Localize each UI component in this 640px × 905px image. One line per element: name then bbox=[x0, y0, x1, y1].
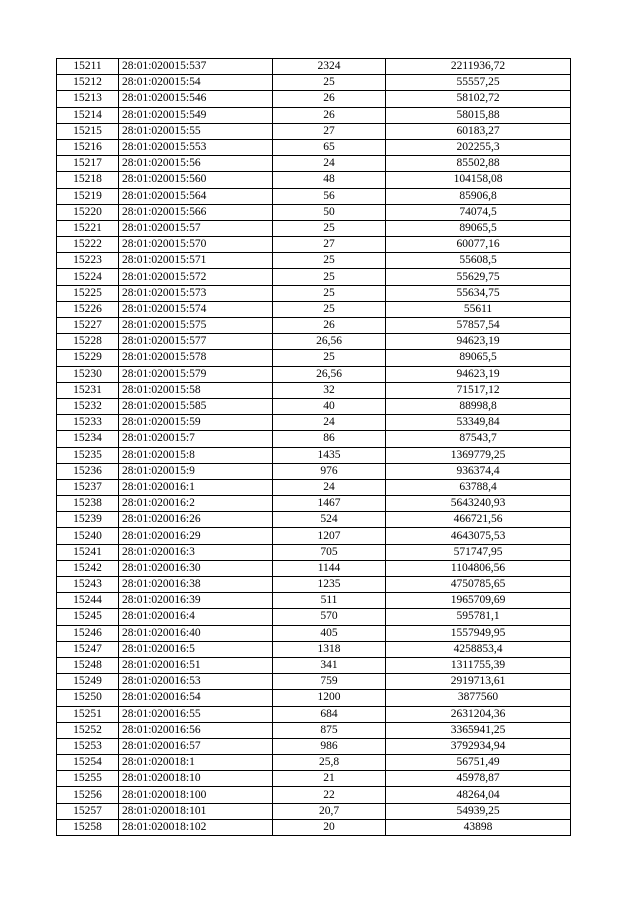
cadastral-number-cell: 28:01:020015:58 bbox=[119, 382, 273, 398]
row-number-cell: 15244 bbox=[57, 593, 119, 609]
table-row bbox=[57, 334, 571, 350]
table-row bbox=[57, 220, 571, 236]
area-cell: 1435 bbox=[273, 447, 386, 463]
row-number-cell: 15237 bbox=[57, 479, 119, 495]
cadastral-number-cell: 28:01:020015:546 bbox=[119, 91, 273, 107]
row-number-cell: 15247 bbox=[57, 641, 119, 657]
value-cell: 56751,49 bbox=[386, 755, 571, 771]
cadastral-number-cell: 28:01:020016:51 bbox=[119, 657, 273, 673]
row-number-cell: 15240 bbox=[57, 528, 119, 544]
cadastral-number-cell: 28:01:020015:56 bbox=[119, 156, 273, 172]
area-cell: 684 bbox=[273, 706, 386, 722]
cadastral-number-cell: 28:01:020015:57 bbox=[119, 220, 273, 236]
value-cell: 85502,88 bbox=[386, 156, 571, 172]
value-cell: 55557,25 bbox=[386, 75, 571, 91]
row-number-cell: 15216 bbox=[57, 139, 119, 155]
value-cell: 54939,25 bbox=[386, 803, 571, 819]
table-row bbox=[57, 123, 571, 139]
cadastral-number-cell: 28:01:020015:579 bbox=[119, 366, 273, 382]
table-row bbox=[57, 560, 571, 576]
row-number-cell: 15230 bbox=[57, 366, 119, 382]
table-row bbox=[57, 674, 571, 690]
table-row bbox=[57, 415, 571, 431]
cadastral-number-cell: 28:01:020016:54 bbox=[119, 690, 273, 706]
row-number-cell: 15245 bbox=[57, 609, 119, 625]
value-cell: 58102,72 bbox=[386, 91, 571, 107]
table-row bbox=[57, 690, 571, 706]
value-cell: 89065,5 bbox=[386, 220, 571, 236]
area-cell: 341 bbox=[273, 657, 386, 673]
cadastral-number-cell: 28:01:020016:56 bbox=[119, 722, 273, 738]
area-cell: 570 bbox=[273, 609, 386, 625]
row-number-cell: 15211 bbox=[57, 59, 119, 75]
cadastral-number-cell: 28:01:020018:1 bbox=[119, 755, 273, 771]
value-cell: 1965709,69 bbox=[386, 593, 571, 609]
area-cell: 26,56 bbox=[273, 366, 386, 382]
cadastral-number-cell: 28:01:020015:577 bbox=[119, 334, 273, 350]
table-row bbox=[57, 269, 571, 285]
row-number-cell: 15212 bbox=[57, 75, 119, 91]
table-row bbox=[57, 625, 571, 641]
table-row bbox=[57, 803, 571, 819]
cadastral-number-cell: 28:01:020015:59 bbox=[119, 415, 273, 431]
cadastral-number-cell: 28:01:020016:3 bbox=[119, 544, 273, 560]
table-row bbox=[57, 253, 571, 269]
value-cell: 1104806,56 bbox=[386, 560, 571, 576]
row-number-cell: 15227 bbox=[57, 318, 119, 334]
value-cell: 1311755,39 bbox=[386, 657, 571, 673]
row-number-cell: 15234 bbox=[57, 431, 119, 447]
area-cell: 1235 bbox=[273, 577, 386, 593]
table-row bbox=[57, 787, 571, 803]
area-cell: 48 bbox=[273, 172, 386, 188]
row-number-cell: 15218 bbox=[57, 172, 119, 188]
area-cell: 26 bbox=[273, 318, 386, 334]
cadastral-number-cell: 28:01:020016:5 bbox=[119, 641, 273, 657]
area-cell: 24 bbox=[273, 156, 386, 172]
row-number-cell: 15250 bbox=[57, 690, 119, 706]
row-number-cell: 15246 bbox=[57, 625, 119, 641]
cadastral-number-cell: 28:01:020016:40 bbox=[119, 625, 273, 641]
value-cell: 87543,7 bbox=[386, 431, 571, 447]
value-cell: 53349,84 bbox=[386, 415, 571, 431]
row-number-cell: 15221 bbox=[57, 220, 119, 236]
value-cell: 571747,95 bbox=[386, 544, 571, 560]
cadastral-number-cell: 28:01:020018:101 bbox=[119, 803, 273, 819]
area-cell: 50 bbox=[273, 204, 386, 220]
cadastral-number-cell: 28:01:020016:1 bbox=[119, 479, 273, 495]
area-cell: 25 bbox=[273, 350, 386, 366]
value-cell: 2919713,61 bbox=[386, 674, 571, 690]
area-cell: 875 bbox=[273, 722, 386, 738]
value-cell: 3365941,25 bbox=[386, 722, 571, 738]
row-number-cell: 15225 bbox=[57, 285, 119, 301]
table-row bbox=[57, 593, 571, 609]
cadastral-number-cell: 28:01:020016:39 bbox=[119, 593, 273, 609]
row-number-cell: 15251 bbox=[57, 706, 119, 722]
area-cell: 25 bbox=[273, 285, 386, 301]
table-row bbox=[57, 657, 571, 673]
row-number-cell: 15231 bbox=[57, 382, 119, 398]
table-row bbox=[57, 771, 571, 787]
cadastral-number-cell: 28:01:020015:54 bbox=[119, 75, 273, 91]
area-cell: 27 bbox=[273, 237, 386, 253]
value-cell: 104158,08 bbox=[386, 172, 571, 188]
table-row bbox=[57, 318, 571, 334]
row-number-cell: 15249 bbox=[57, 674, 119, 690]
area-cell: 986 bbox=[273, 738, 386, 754]
area-cell: 1467 bbox=[273, 496, 386, 512]
table-row bbox=[57, 819, 571, 835]
row-number-cell: 15220 bbox=[57, 204, 119, 220]
cadastral-number-cell: 28:01:020015:566 bbox=[119, 204, 273, 220]
area-cell: 20 bbox=[273, 819, 386, 835]
cadastral-number-cell: 28:01:020016:4 bbox=[119, 609, 273, 625]
cadastral-number-cell: 28:01:020016:26 bbox=[119, 512, 273, 528]
area-cell: 976 bbox=[273, 463, 386, 479]
cadastral-number-cell: 28:01:020015:564 bbox=[119, 188, 273, 204]
value-cell: 4750785,65 bbox=[386, 577, 571, 593]
cadastral-number-cell: 28:01:020018:10 bbox=[119, 771, 273, 787]
area-cell: 22 bbox=[273, 787, 386, 803]
cadastral-number-cell: 28:01:020015:570 bbox=[119, 237, 273, 253]
area-cell: 1318 bbox=[273, 641, 386, 657]
registry-table-body bbox=[57, 59, 571, 836]
cadastral-number-cell: 28:01:020018:102 bbox=[119, 819, 273, 835]
row-number-cell: 15223 bbox=[57, 253, 119, 269]
value-cell: 202255,3 bbox=[386, 139, 571, 155]
row-number-cell: 15252 bbox=[57, 722, 119, 738]
table-row bbox=[57, 91, 571, 107]
area-cell: 26 bbox=[273, 107, 386, 123]
table-row bbox=[57, 447, 571, 463]
area-cell: 511 bbox=[273, 593, 386, 609]
cadastral-number-cell: 28:01:020015:9 bbox=[119, 463, 273, 479]
cadastral-number-cell: 28:01:020015:572 bbox=[119, 269, 273, 285]
value-cell: 85906,8 bbox=[386, 188, 571, 204]
area-cell: 25 bbox=[273, 301, 386, 317]
table-row bbox=[57, 285, 571, 301]
value-cell: 94623,19 bbox=[386, 366, 571, 382]
value-cell: 88998,8 bbox=[386, 398, 571, 414]
row-number-cell: 15256 bbox=[57, 787, 119, 803]
row-number-cell: 15254 bbox=[57, 755, 119, 771]
value-cell: 89065,5 bbox=[386, 350, 571, 366]
value-cell: 60077,16 bbox=[386, 237, 571, 253]
value-cell: 5643240,93 bbox=[386, 496, 571, 512]
row-number-cell: 15253 bbox=[57, 738, 119, 754]
table-row bbox=[57, 156, 571, 172]
row-number-cell: 15243 bbox=[57, 577, 119, 593]
row-number-cell: 15255 bbox=[57, 771, 119, 787]
value-cell: 4643075,53 bbox=[386, 528, 571, 544]
table-row bbox=[57, 463, 571, 479]
row-number-cell: 15229 bbox=[57, 350, 119, 366]
registry-table bbox=[56, 58, 571, 836]
table-row bbox=[57, 512, 571, 528]
cadastral-number-cell: 28:01:020015:571 bbox=[119, 253, 273, 269]
table-row bbox=[57, 172, 571, 188]
area-cell: 705 bbox=[273, 544, 386, 560]
area-cell: 405 bbox=[273, 625, 386, 641]
table-row bbox=[57, 577, 571, 593]
table-row bbox=[57, 350, 571, 366]
area-cell: 2324 bbox=[273, 59, 386, 75]
table-row bbox=[57, 382, 571, 398]
area-cell: 27 bbox=[273, 123, 386, 139]
row-number-cell: 15235 bbox=[57, 447, 119, 463]
value-cell: 45978,87 bbox=[386, 771, 571, 787]
row-number-cell: 15241 bbox=[57, 544, 119, 560]
table-row bbox=[57, 528, 571, 544]
table-row bbox=[57, 431, 571, 447]
area-cell: 26,56 bbox=[273, 334, 386, 350]
area-cell: 24 bbox=[273, 415, 386, 431]
area-cell: 56 bbox=[273, 188, 386, 204]
table-row bbox=[57, 59, 571, 75]
value-cell: 74074,5 bbox=[386, 204, 571, 220]
table-row bbox=[57, 738, 571, 754]
table-row bbox=[57, 237, 571, 253]
value-cell: 55611 bbox=[386, 301, 571, 317]
table-row bbox=[57, 139, 571, 155]
area-cell: 25 bbox=[273, 220, 386, 236]
row-number-cell: 15257 bbox=[57, 803, 119, 819]
table-row bbox=[57, 722, 571, 738]
value-cell: 57857,54 bbox=[386, 318, 571, 334]
table-row bbox=[57, 366, 571, 382]
table-row bbox=[57, 107, 571, 123]
area-cell: 21 bbox=[273, 771, 386, 787]
value-cell: 94623,19 bbox=[386, 334, 571, 350]
row-number-cell: 15217 bbox=[57, 156, 119, 172]
cadastral-number-cell: 28:01:020016:29 bbox=[119, 528, 273, 544]
row-number-cell: 15239 bbox=[57, 512, 119, 528]
cadastral-number-cell: 28:01:020015:537 bbox=[119, 59, 273, 75]
area-cell: 524 bbox=[273, 512, 386, 528]
value-cell: 1557949,95 bbox=[386, 625, 571, 641]
row-number-cell: 15248 bbox=[57, 657, 119, 673]
table-row bbox=[57, 706, 571, 722]
value-cell: 595781,1 bbox=[386, 609, 571, 625]
table-row bbox=[57, 398, 571, 414]
value-cell: 2631204,36 bbox=[386, 706, 571, 722]
value-cell: 3877560 bbox=[386, 690, 571, 706]
cadastral-number-cell: 28:01:020015:574 bbox=[119, 301, 273, 317]
row-number-cell: 15226 bbox=[57, 301, 119, 317]
row-number-cell: 15238 bbox=[57, 496, 119, 512]
row-number-cell: 15236 bbox=[57, 463, 119, 479]
cadastral-number-cell: 28:01:020018:100 bbox=[119, 787, 273, 803]
area-cell: 25 bbox=[273, 75, 386, 91]
cadastral-number-cell: 28:01:020015:55 bbox=[119, 123, 273, 139]
value-cell: 48264,04 bbox=[386, 787, 571, 803]
row-number-cell: 15232 bbox=[57, 398, 119, 414]
value-cell: 4258853,4 bbox=[386, 641, 571, 657]
cadastral-number-cell: 28:01:020016:53 bbox=[119, 674, 273, 690]
area-cell: 1200 bbox=[273, 690, 386, 706]
row-number-cell: 15258 bbox=[57, 819, 119, 835]
area-cell: 40 bbox=[273, 398, 386, 414]
area-cell: 24 bbox=[273, 479, 386, 495]
value-cell: 3792934,94 bbox=[386, 738, 571, 754]
value-cell: 2211936,72 bbox=[386, 59, 571, 75]
value-cell: 58015,88 bbox=[386, 107, 571, 123]
cadastral-number-cell: 28:01:020016:55 bbox=[119, 706, 273, 722]
table-row bbox=[57, 641, 571, 657]
area-cell: 25 bbox=[273, 253, 386, 269]
row-number-cell: 15224 bbox=[57, 269, 119, 285]
area-cell: 20,7 bbox=[273, 803, 386, 819]
row-number-cell: 15213 bbox=[57, 91, 119, 107]
cadastral-number-cell: 28:01:020016:2 bbox=[119, 496, 273, 512]
cadastral-number-cell: 28:01:020015:8 bbox=[119, 447, 273, 463]
table-row bbox=[57, 188, 571, 204]
row-number-cell: 15219 bbox=[57, 188, 119, 204]
value-cell: 466721,56 bbox=[386, 512, 571, 528]
value-cell: 63788,4 bbox=[386, 479, 571, 495]
cadastral-number-cell: 28:01:020016:57 bbox=[119, 738, 273, 754]
cadastral-number-cell: 28:01:020015:560 bbox=[119, 172, 273, 188]
cadastral-number-cell: 28:01:020015:575 bbox=[119, 318, 273, 334]
area-cell: 25 bbox=[273, 269, 386, 285]
table-row bbox=[57, 609, 571, 625]
cadastral-number-cell: 28:01:020015:553 bbox=[119, 139, 273, 155]
value-cell: 936374,4 bbox=[386, 463, 571, 479]
area-cell: 1144 bbox=[273, 560, 386, 576]
cadastral-number-cell: 28:01:020016:30 bbox=[119, 560, 273, 576]
value-cell: 1369779,25 bbox=[386, 447, 571, 463]
cadastral-number-cell: 28:01:020015:578 bbox=[119, 350, 273, 366]
area-cell: 32 bbox=[273, 382, 386, 398]
area-cell: 759 bbox=[273, 674, 386, 690]
area-cell: 1207 bbox=[273, 528, 386, 544]
cadastral-number-cell: 28:01:020015:585 bbox=[119, 398, 273, 414]
cadastral-number-cell: 28:01:020016:38 bbox=[119, 577, 273, 593]
value-cell: 55634,75 bbox=[386, 285, 571, 301]
table-row bbox=[57, 479, 571, 495]
value-cell: 71517,12 bbox=[386, 382, 571, 398]
cadastral-number-cell: 28:01:020015:573 bbox=[119, 285, 273, 301]
cadastral-number-cell: 28:01:020015:549 bbox=[119, 107, 273, 123]
value-cell: 55629,75 bbox=[386, 269, 571, 285]
row-number-cell: 15228 bbox=[57, 334, 119, 350]
cadastral-number-cell: 28:01:020015:7 bbox=[119, 431, 273, 447]
area-cell: 25,8 bbox=[273, 755, 386, 771]
table-row bbox=[57, 496, 571, 512]
area-cell: 26 bbox=[273, 91, 386, 107]
value-cell: 55608,5 bbox=[386, 253, 571, 269]
table-row bbox=[57, 301, 571, 317]
area-cell: 86 bbox=[273, 431, 386, 447]
value-cell: 43898 bbox=[386, 819, 571, 835]
table-row bbox=[57, 544, 571, 560]
table-row bbox=[57, 755, 571, 771]
row-number-cell: 15215 bbox=[57, 123, 119, 139]
row-number-cell: 15222 bbox=[57, 237, 119, 253]
area-cell: 65 bbox=[273, 139, 386, 155]
row-number-cell: 15233 bbox=[57, 415, 119, 431]
value-cell: 60183,27 bbox=[386, 123, 571, 139]
table-row bbox=[57, 204, 571, 220]
row-number-cell: 15214 bbox=[57, 107, 119, 123]
table-row bbox=[57, 75, 571, 91]
row-number-cell: 15242 bbox=[57, 560, 119, 576]
